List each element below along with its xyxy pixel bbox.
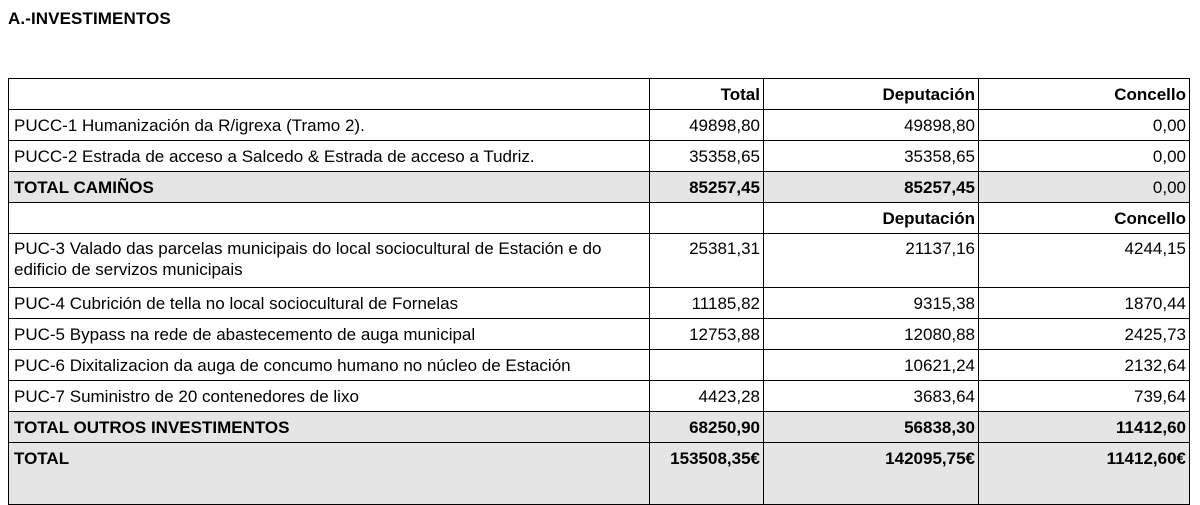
section-heading: A.-INVESTIMENTOS <box>8 9 171 28</box>
row-deputacion: 35358,65 <box>764 141 979 172</box>
row-total <box>650 350 764 381</box>
row-label: PUC-4 Cubrición de tella no local sociocultural de Fornelas <box>9 288 650 319</box>
subheader-concello: Concello <box>979 203 1190 234</box>
row-concello: 2132,64 <box>979 350 1190 381</box>
total-caminos-row <box>9 172 1190 203</box>
row-total: 12753,88 <box>650 319 764 350</box>
row-label: PUCC-2 Estrada de acceso a Salcedo & Estrada de acceso a Tudriz. <box>9 141 650 172</box>
header-deputacion: Deputación <box>764 79 979 110</box>
row-concello: 0,00 <box>979 172 1190 203</box>
header-total: Total <box>650 79 764 110</box>
row-label: PUC-6 Dixitalizacion da auga de concumo humano no núcleo de Estación <box>9 350 650 381</box>
row-deputacion: 12080,88 <box>764 319 979 350</box>
table-row <box>9 350 1190 381</box>
row-label: TOTAL <box>9 443 650 505</box>
row-concello: 11412,60 <box>979 412 1190 443</box>
row-total: 35358,65 <box>650 141 764 172</box>
row-deputacion: 3683,64 <box>764 381 979 412</box>
row-concello: 739,64 <box>979 381 1190 412</box>
header-label-cell <box>9 79 650 110</box>
header-concello: Concello <box>979 79 1190 110</box>
table-row <box>9 234 1190 288</box>
row-total: 49898,80 <box>650 110 764 141</box>
row-deputacion: 10621,24 <box>764 350 979 381</box>
row-concello: 0,00 <box>979 141 1190 172</box>
row-deputacion: 56838,30 <box>764 412 979 443</box>
row-label: TOTAL OUTROS INVESTIMENTOS <box>9 412 650 443</box>
subheader-label-cell <box>9 203 650 234</box>
table-row <box>9 381 1190 412</box>
row-deputacion: 85257,45 <box>764 172 979 203</box>
subheader-deputacion: Deputación <box>764 203 979 234</box>
row-total: 68250,90 <box>650 412 764 443</box>
table-row <box>9 110 1190 141</box>
grand-total-row <box>9 443 1190 505</box>
row-concello: 1870,44 <box>979 288 1190 319</box>
row-deputacion: 49898,80 <box>764 110 979 141</box>
table-row <box>9 141 1190 172</box>
table-row <box>9 288 1190 319</box>
row-label: PUCC-1 Humanización da R/igrexa (Tramo 2). <box>9 110 650 141</box>
total-outros-row <box>9 412 1190 443</box>
row-concello: 11412,60€ <box>979 443 1190 505</box>
row-total: 85257,45 <box>650 172 764 203</box>
row-concello: 0,00 <box>979 110 1190 141</box>
row-deputacion: 9315,38 <box>764 288 979 319</box>
row-total: 153508,35€ <box>650 443 764 505</box>
row-deputacion: 21137,16 <box>764 234 979 288</box>
row-label: TOTAL CAMIÑOS <box>9 172 650 203</box>
row-total: 11185,82 <box>650 288 764 319</box>
row-total: 25381,31 <box>650 234 764 288</box>
row-label: PUC-5 Bypass na rede de abastecemento de auga municipal <box>9 319 650 350</box>
row-concello: 4244,15 <box>979 234 1190 288</box>
investments-table <box>8 78 1190 505</box>
row-total: 4423,28 <box>650 381 764 412</box>
row-concello: 2425,73 <box>979 319 1190 350</box>
row-deputacion: 142095,75€ <box>764 443 979 505</box>
row-label: PUC-3 Valado das parcelas municipais do local sociocultural de Estación e do edificio de servizos municipais <box>9 234 650 288</box>
row-label: PUC-7 Suministro de 20 contenedores de lixo <box>9 381 650 412</box>
subheader-total <box>650 203 764 234</box>
subheader-row <box>9 203 1190 234</box>
table-header-row <box>9 79 1190 110</box>
table-row <box>9 319 1190 350</box>
